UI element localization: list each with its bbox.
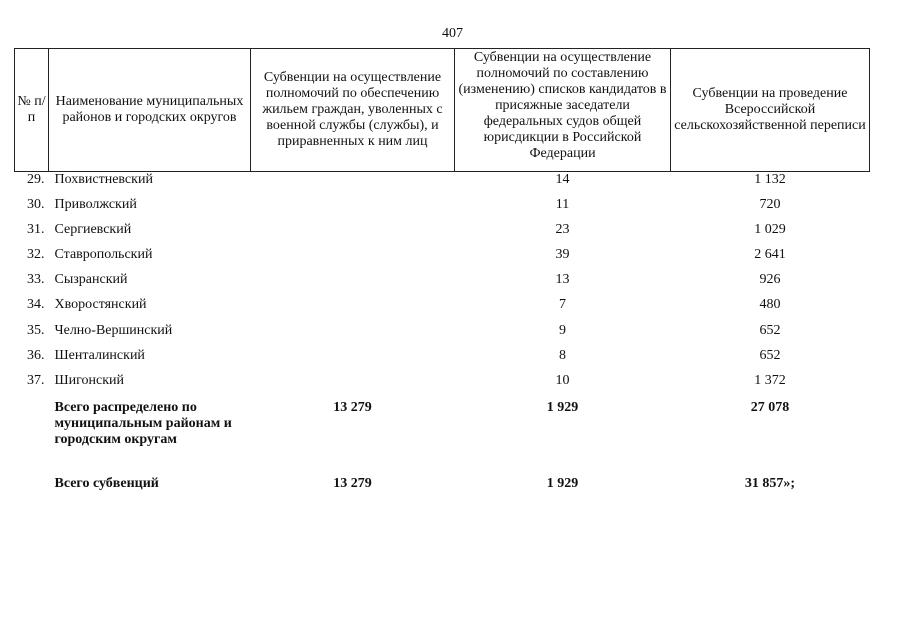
total-distributed-row <box>15 394 870 470</box>
row-census-value: 652 <box>759 322 781 338</box>
row-jurors-value: 14 <box>555 172 570 187</box>
table-row <box>15 192 870 217</box>
total-distributed-jurors: 1 929 <box>546 399 579 415</box>
row-housing-value <box>251 268 455 293</box>
table-row <box>15 368 870 393</box>
row-census-value: 1 029 <box>754 221 786 237</box>
total-distributed-census: 27 078 <box>750 399 790 415</box>
row-housing-value <box>251 368 455 393</box>
row-number: 35. <box>27 322 45 338</box>
row-census-value: 720 <box>759 196 781 212</box>
row-housing-value <box>251 192 455 217</box>
row-census-value: 2 641 <box>754 246 786 262</box>
row-name: Похвистневский <box>54 172 153 187</box>
table-row <box>15 318 870 343</box>
row-number: 34. <box>27 297 45 313</box>
row-housing-value <box>251 343 455 368</box>
page-number: 407 <box>442 26 463 41</box>
row-name: Челно-Вершинский <box>54 322 173 338</box>
row-housing-value <box>251 293 455 318</box>
total-all-housing: 13 279 <box>333 475 372 491</box>
header-number: № п/п <box>15 49 49 172</box>
total-distributed-housing: 13 279 <box>333 399 372 415</box>
table-row <box>15 242 870 267</box>
row-number: 37. <box>27 372 45 388</box>
row-jurors-value: 39 <box>555 246 570 262</box>
row-housing-value <box>251 318 455 343</box>
row-census-value: 1 132 <box>754 172 786 187</box>
row-housing-value <box>251 172 455 193</box>
table-header-row <box>15 49 870 172</box>
row-jurors-value: 9 <box>559 322 566 338</box>
row-census-value: 480 <box>759 297 781 313</box>
total-distributed-number <box>15 394 49 470</box>
table-row <box>15 268 870 293</box>
row-census-value: 926 <box>759 272 781 288</box>
table-row <box>15 172 870 193</box>
total-all-label: Всего субвенций <box>54 475 159 491</box>
row-jurors-value: 7 <box>559 297 566 313</box>
row-number: 30. <box>27 196 45 212</box>
header-jurors-subvention: Субвенции на осуществление полномочий по составлению (изменению) списков кандидатов в присяжные заседатели федеральных судов общей юрисдикции в Российской Федерации <box>455 49 671 172</box>
row-name: Сызранский <box>54 272 128 288</box>
total-all-jurors: 1 929 <box>546 475 579 491</box>
row-housing-value <box>251 242 455 267</box>
subventions-table <box>14 48 870 504</box>
row-jurors-value: 8 <box>559 347 566 363</box>
row-number: 32. <box>27 246 45 262</box>
table-row <box>15 217 870 242</box>
row-jurors-value: 23 <box>555 221 570 237</box>
row-housing-value <box>251 217 455 242</box>
row-name: Ставропольский <box>54 246 153 262</box>
row-number: 36. <box>27 347 45 363</box>
table-row <box>15 343 870 368</box>
total-all-number <box>15 470 49 504</box>
header-agricultural-census-subvention: Субвенции на проведение Всероссийской сельскохозяйственной переписи <box>671 49 870 172</box>
header-housing-subvention: Субвенции на осуществление полномочий по обеспечению жильем граждан, уволенных с военной службы (службы), и приравненных к ним лиц <box>251 49 455 172</box>
row-census-value: 652 <box>759 347 781 363</box>
row-name: Шигонский <box>54 372 125 388</box>
row-number: 29. <box>27 172 45 187</box>
row-number: 31. <box>27 221 45 237</box>
row-name: Приволжский <box>54 196 137 212</box>
row-jurors-value: 13 <box>555 272 570 288</box>
row-name: Хворостянский <box>54 297 147 313</box>
row-name: Сергиевский <box>54 221 132 237</box>
header-municipality-name: Наименование муниципальных районов и городских округов <box>49 49 251 172</box>
total-all-census: 31 857»; <box>744 475 796 491</box>
row-jurors-value: 11 <box>555 196 570 212</box>
table-row <box>15 293 870 318</box>
row-jurors-value: 10 <box>555 372 570 388</box>
row-name: Шенталинский <box>54 347 145 363</box>
row-census-value: 1 372 <box>754 372 786 388</box>
row-number: 33. <box>27 272 45 288</box>
total-all-row <box>15 470 870 504</box>
total-distributed-label: Всего распределено по муниципальным районам и городским округам <box>54 399 232 447</box>
